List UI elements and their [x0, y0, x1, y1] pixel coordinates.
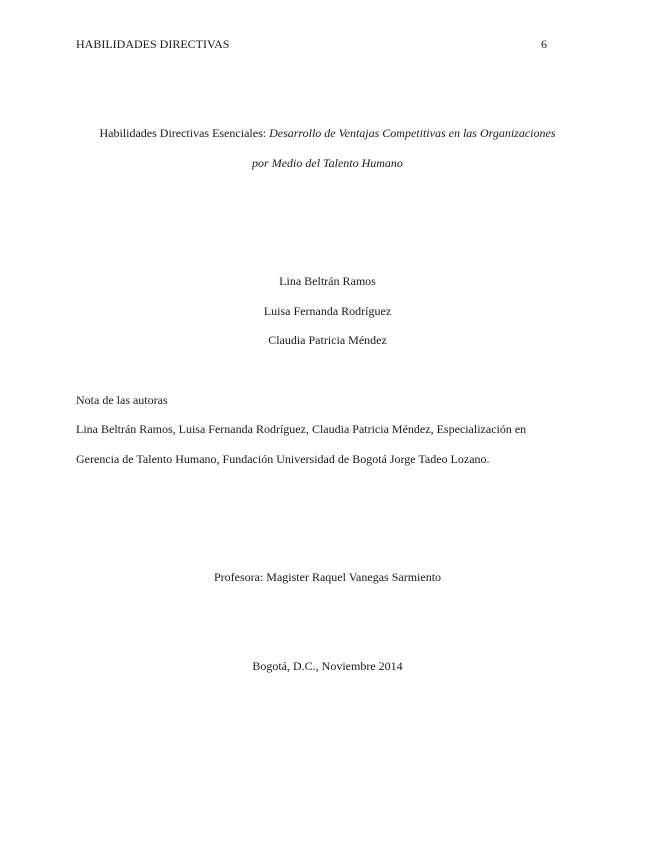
professor-line: Profesora: Magister Raquel Vanegas Sarmiento: [213, 570, 442, 584]
author-3: Claudia Patricia Méndez: [268, 333, 387, 347]
place-date: Bogotá, D.C., Noviembre 2014: [252, 659, 403, 673]
author-note-heading: Nota de las autoras: [76, 393, 168, 407]
title-line-1: [0, 126, 655, 141]
title-line-2: [0, 156, 655, 171]
author-2: Luisa Fernanda Rodríguez: [263, 304, 392, 318]
title-italic-part-2: por Medio del Talento Humano: [252, 156, 403, 170]
author-1: Lina Beltrán Ramos: [279, 274, 376, 288]
running-head: HABILIDADES DIRECTIVAS: [76, 37, 230, 51]
author-note-line-2: Gerencia de Talento Humano, Fundación Universidad de Bogotá Jorge Tadeo Lozano.: [76, 452, 490, 466]
page-number: 6: [541, 37, 547, 51]
title-italic-part: Desarrollo de Ventajas Competitivas en las Organizaciones: [269, 126, 556, 140]
author-note-line-1: Lina Beltrán Ramos, Luisa Fernanda Rodríguez, Claudia Patricia Méndez, Especialización en: [76, 422, 527, 436]
title-regular-part: Habilidades Directivas Esenciales:: [99, 126, 270, 140]
